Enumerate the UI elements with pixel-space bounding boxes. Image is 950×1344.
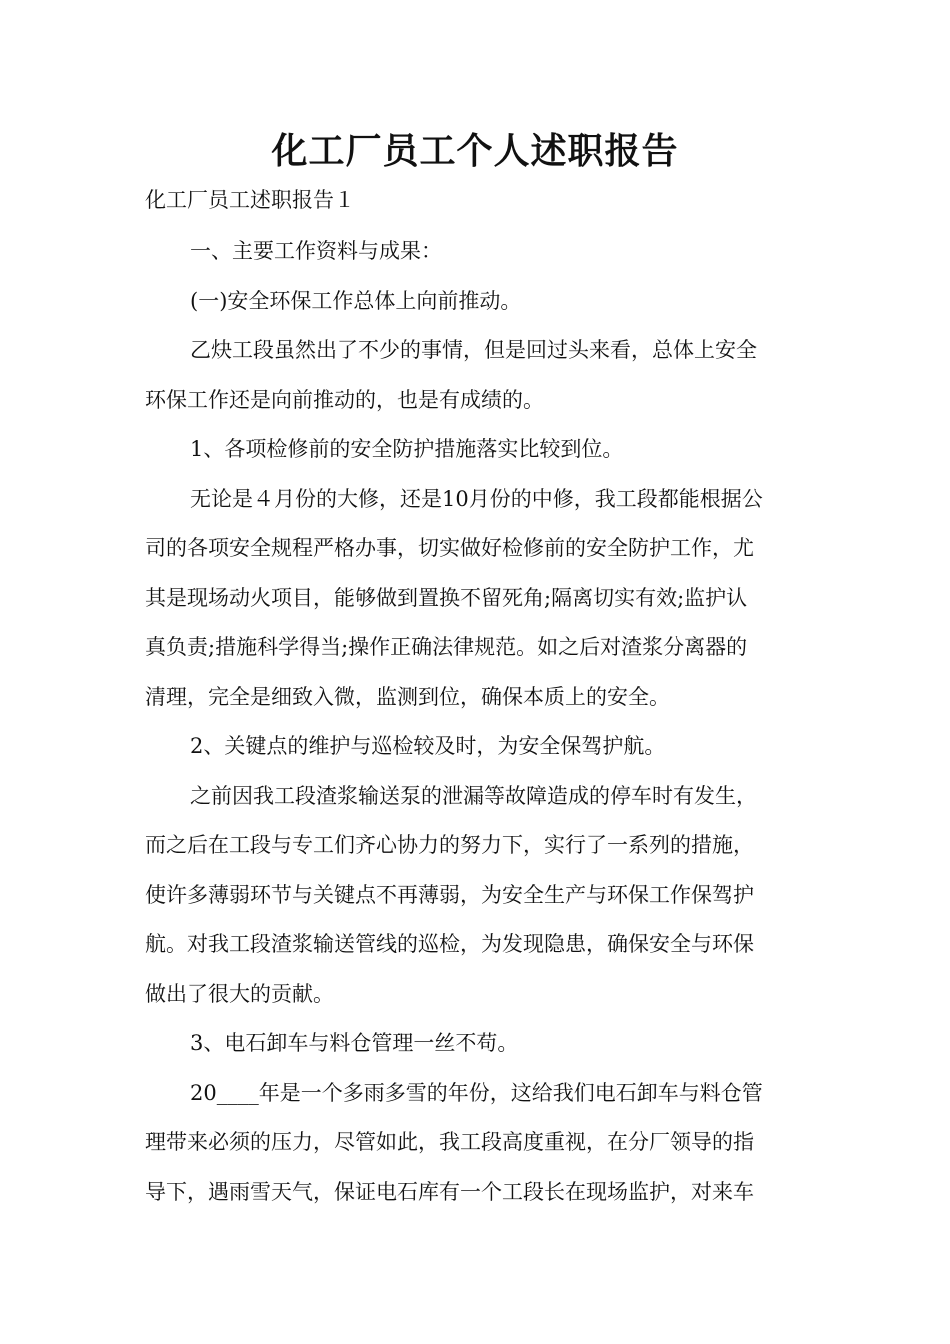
paragraph-line: 一、主要工作资料与成果：: [190, 239, 442, 263]
paragraph-line: 乙炔工段虽然出了不少的事情，但是回过头来看，总体上安全: [190, 338, 757, 362]
paragraph-line: 20____年是一个多雨多雪的年份，这给我们电石卸车与料仓管: [190, 1081, 763, 1105]
paragraph-line: (一)安全环保工作总体上向前推动。: [190, 289, 522, 313]
paragraph-line: 清理，完全是细致入微，监测到位，确保本质上的安全。: [145, 685, 670, 709]
paragraph-line: 环保工作还是向前推动的，也是有成绩的。: [145, 388, 544, 412]
paragraph-line: 理带来必须的压力，尽管如此，我工段高度重视，在分厂领导的指: [145, 1130, 754, 1154]
document-subtitle: 化工厂员工述职报告１: [145, 188, 355, 212]
paragraph-line: 其是现场动火项目，能够做到置换不留死角;隔离切实有效;监护认: [145, 586, 748, 610]
paragraph-line: 使许多薄弱环节与关键点不再薄弱，为安全生产与环保工作保驾护: [145, 883, 754, 907]
paragraph-line: 做出了很大的贡献。: [145, 982, 334, 1006]
paragraph-line: 真负责;措施科学得当;操作正确法律规范。如之后对渣浆分离器的: [145, 635, 748, 659]
paragraph-line: 无论是４月份的大修，还是10月份的中修，我工段都能根据公: [190, 487, 763, 511]
paragraph-line: 航。对我工段渣浆输送管线的巡检，为发现隐患，确保安全与环保: [145, 932, 754, 956]
paragraph-line: 而之后在工段与专工们齐心协力的努力下，实行了一系列的措施，: [145, 833, 754, 857]
document-title: 化工厂员工个人述职报告: [271, 131, 679, 172]
paragraph-line: 导下，遇雨雪天气，保证电石库有一个工段长在现场监护，对来车: [145, 1180, 754, 1204]
paragraph-line: 2、关键点的维护与巡检较及时，为安全保驾护航。: [190, 734, 666, 758]
paragraph-line: 3、电石卸车与料仓管理一丝不苟。: [190, 1031, 519, 1055]
paragraph-line: 司的各项安全规程严格办事，切实做好检修前的安全防护工作，尤: [145, 536, 754, 560]
paragraph-line: 1、各项检修前的安全防护措施落实比较到位。: [190, 437, 624, 461]
paragraph-line: 之前因我工段渣浆输送泵的泄漏等故障造成的停车时有发生，: [190, 784, 757, 808]
